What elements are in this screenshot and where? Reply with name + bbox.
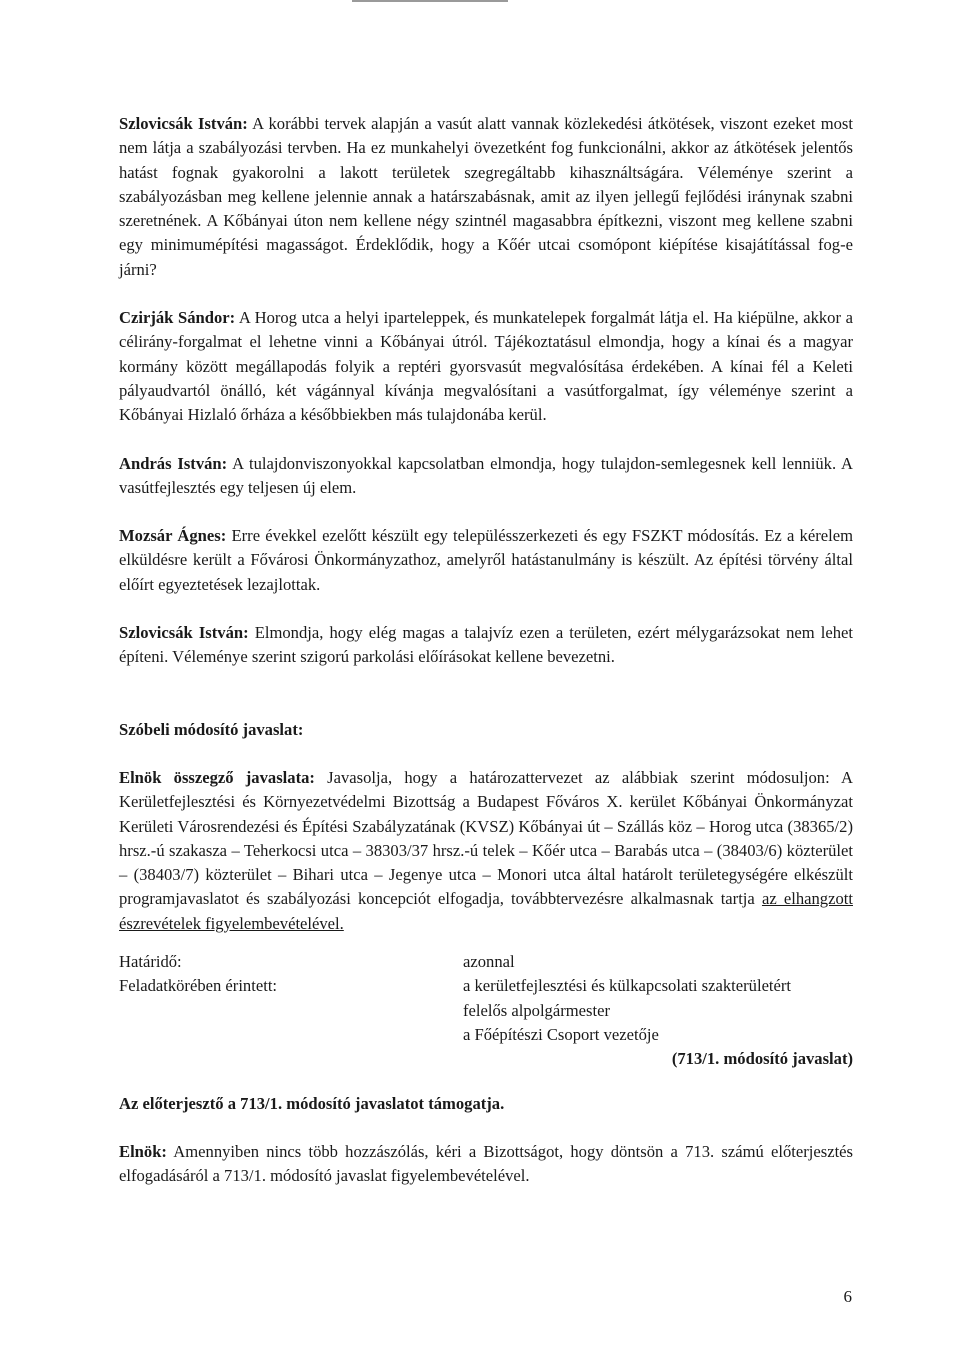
amendment-underlined-text: az elhangzott észrevételek figyelembevételével. bbox=[119, 889, 853, 933]
paragraph-text: A tulajdonviszonyokkal kapcsolatban elmondja, hogy tulajdon-semlegesnek kell lenniük. A vasútfejlesztés egy teljesen új elem. bbox=[119, 453, 853, 497]
closing-text: Amennyiben nincs több hozzászólás, kéri a Bizottságot, hogy döntsön a 713. számú előterjesztés elfogadásáról a 713/1. módosító javaslat figyelembevételével. bbox=[119, 1141, 854, 1186]
paragraph-szlovicsak-2 bbox=[119, 621, 853, 670]
paragraph-text: A korábbi tervek alapján a vasút alatt vannak közlekedési átkötések, viszont ezeket most nem látja a szabályozási tervben. Ha ez munkahelyi övezetként fog funkcionálni, akkor az átkötések jelentős hatást fognak gyakorolni a lakott területek szegregáltabb kihasználtságára. Véleménye szerint a szabályozásban meg kellene jelennie annak a határszabásnak, amit az ilyen jellegű fejlődési iránynak szabni szeretnének. A Kőbányai úton nem kellene négy szintnél magasabbra építkezni, viszont meg kellene szabni egy minimumépítési magasságot. Érdeklődik, hogy a Kőér utcai csomópont kiépítése kisajátítással fog-e járni? bbox=[119, 114, 854, 279]
speaker-name: Szlovicsák István: bbox=[119, 623, 249, 643]
speaker-name: Czirják Sándor: bbox=[119, 308, 236, 328]
responsible-label: Feladatkörében érintett: bbox=[119, 976, 278, 996]
speaker-name: Mozsár Ágnes: bbox=[119, 526, 227, 546]
amendment-heading: Szóbeli módosító javaslat: bbox=[119, 719, 304, 739]
amendment-paragraph bbox=[119, 766, 853, 936]
responsible-row bbox=[119, 974, 853, 1047]
top-scan-rule bbox=[352, 0, 508, 2]
support-statement: Az előterjesztő a 713/1. módosító javaslatot támogatja. bbox=[119, 1093, 505, 1113]
deadline-label: Határidő: bbox=[119, 952, 182, 972]
responsible-line: felelős alpolgármester bbox=[463, 1000, 610, 1020]
amendment-text: Javasolja, hogy a határozattervezet az alábbiak szerint módosuljon: A Kerületfejlesztési és Környezetvédelmi Bizottság a Budapest Főváros X. kerület Kőbányai Önkormányzat Kerületi Városrendezési és Építési Szabályzatának (KVSZ) Kőbányai út – Szállás köz – Horog utca (38365/2) hrsz.-ú szakasza – Teherkocsi utca – 38303/37 hrsz.-ú telek – Kőér utca – Barabás utca – (38403/6) közterület – (38403/7) közterület – Bihari utca – Jegenye utca – Monori utca által határolt területegységére elkészült programjavaslatot és szabályozási koncepciót elfogadja, továbbtervezésre alkalmasnak tartja bbox=[119, 767, 853, 909]
speaker-name: Szlovicsák István: bbox=[119, 114, 248, 133]
responsible-value bbox=[463, 974, 853, 1047]
paragraph-szlovicsak-1 bbox=[119, 112, 853, 282]
paragraph-text: A Horog utca a helyi iparteleppek, és munkatelepek forgalmát látja el. Ha kiépülne, akkor a célirány-forgalmat el lehetne vinni a Kőbányai útról. Tájékoztatásul elmondja, hogy a kínai és a magyar kormány között megállapodás folyik a reptéri gyorsvasút megvalósítása érdekében. A kínai fél a Keleti pályaudvartól önálló, két vágánnyal kívánja megvalósítani a vasútforgalmat, így véleménye szerint a Kőbányai Hizlaló őrháza a későbbiekben más tulajdonába kerül. bbox=[119, 308, 853, 425]
deadline-value: azonnal bbox=[463, 952, 515, 972]
paragraph-text: Elmondja, hogy elég magas a talajvíz ezen a területen, ezért mélygarázsokat nem lehet építeni. Véleménye szerint szigorú parkolási előírásokat kellene bevezetni. bbox=[119, 623, 853, 667]
closing-paragraph bbox=[119, 1140, 853, 1189]
amendment-reference: (713/1. módosító javaslat) bbox=[671, 1049, 853, 1069]
responsible-line: a Főépítészi Csoport vezetője bbox=[463, 1024, 659, 1044]
page-number: 6 bbox=[843, 1287, 852, 1306]
paragraph-andras bbox=[119, 452, 853, 501]
paragraph-czirjak bbox=[119, 306, 853, 427]
responsible-line: a kerületfejlesztési és külkapcsolati szakterületért bbox=[463, 976, 792, 996]
paragraph-mozsar bbox=[119, 524, 853, 597]
speaker-name: András István: bbox=[119, 453, 228, 473]
speaker-name: Elnök összegző javaslata: bbox=[119, 767, 315, 787]
speaker-name: Elnök: bbox=[119, 1141, 167, 1161]
paragraph-text: Erre évekkel ezelőtt készült egy településszerkezeti és egy FSZKT módosítás. Ez a kérelem elküldésre került a Fővárosi Önkormányzathoz, amelyről hatástanulmány is készült. Az építési törvény által előírt egyeztetések lezajlottak. bbox=[119, 526, 853, 594]
deadline-row bbox=[119, 950, 853, 974]
document-page bbox=[119, 112, 853, 1188]
